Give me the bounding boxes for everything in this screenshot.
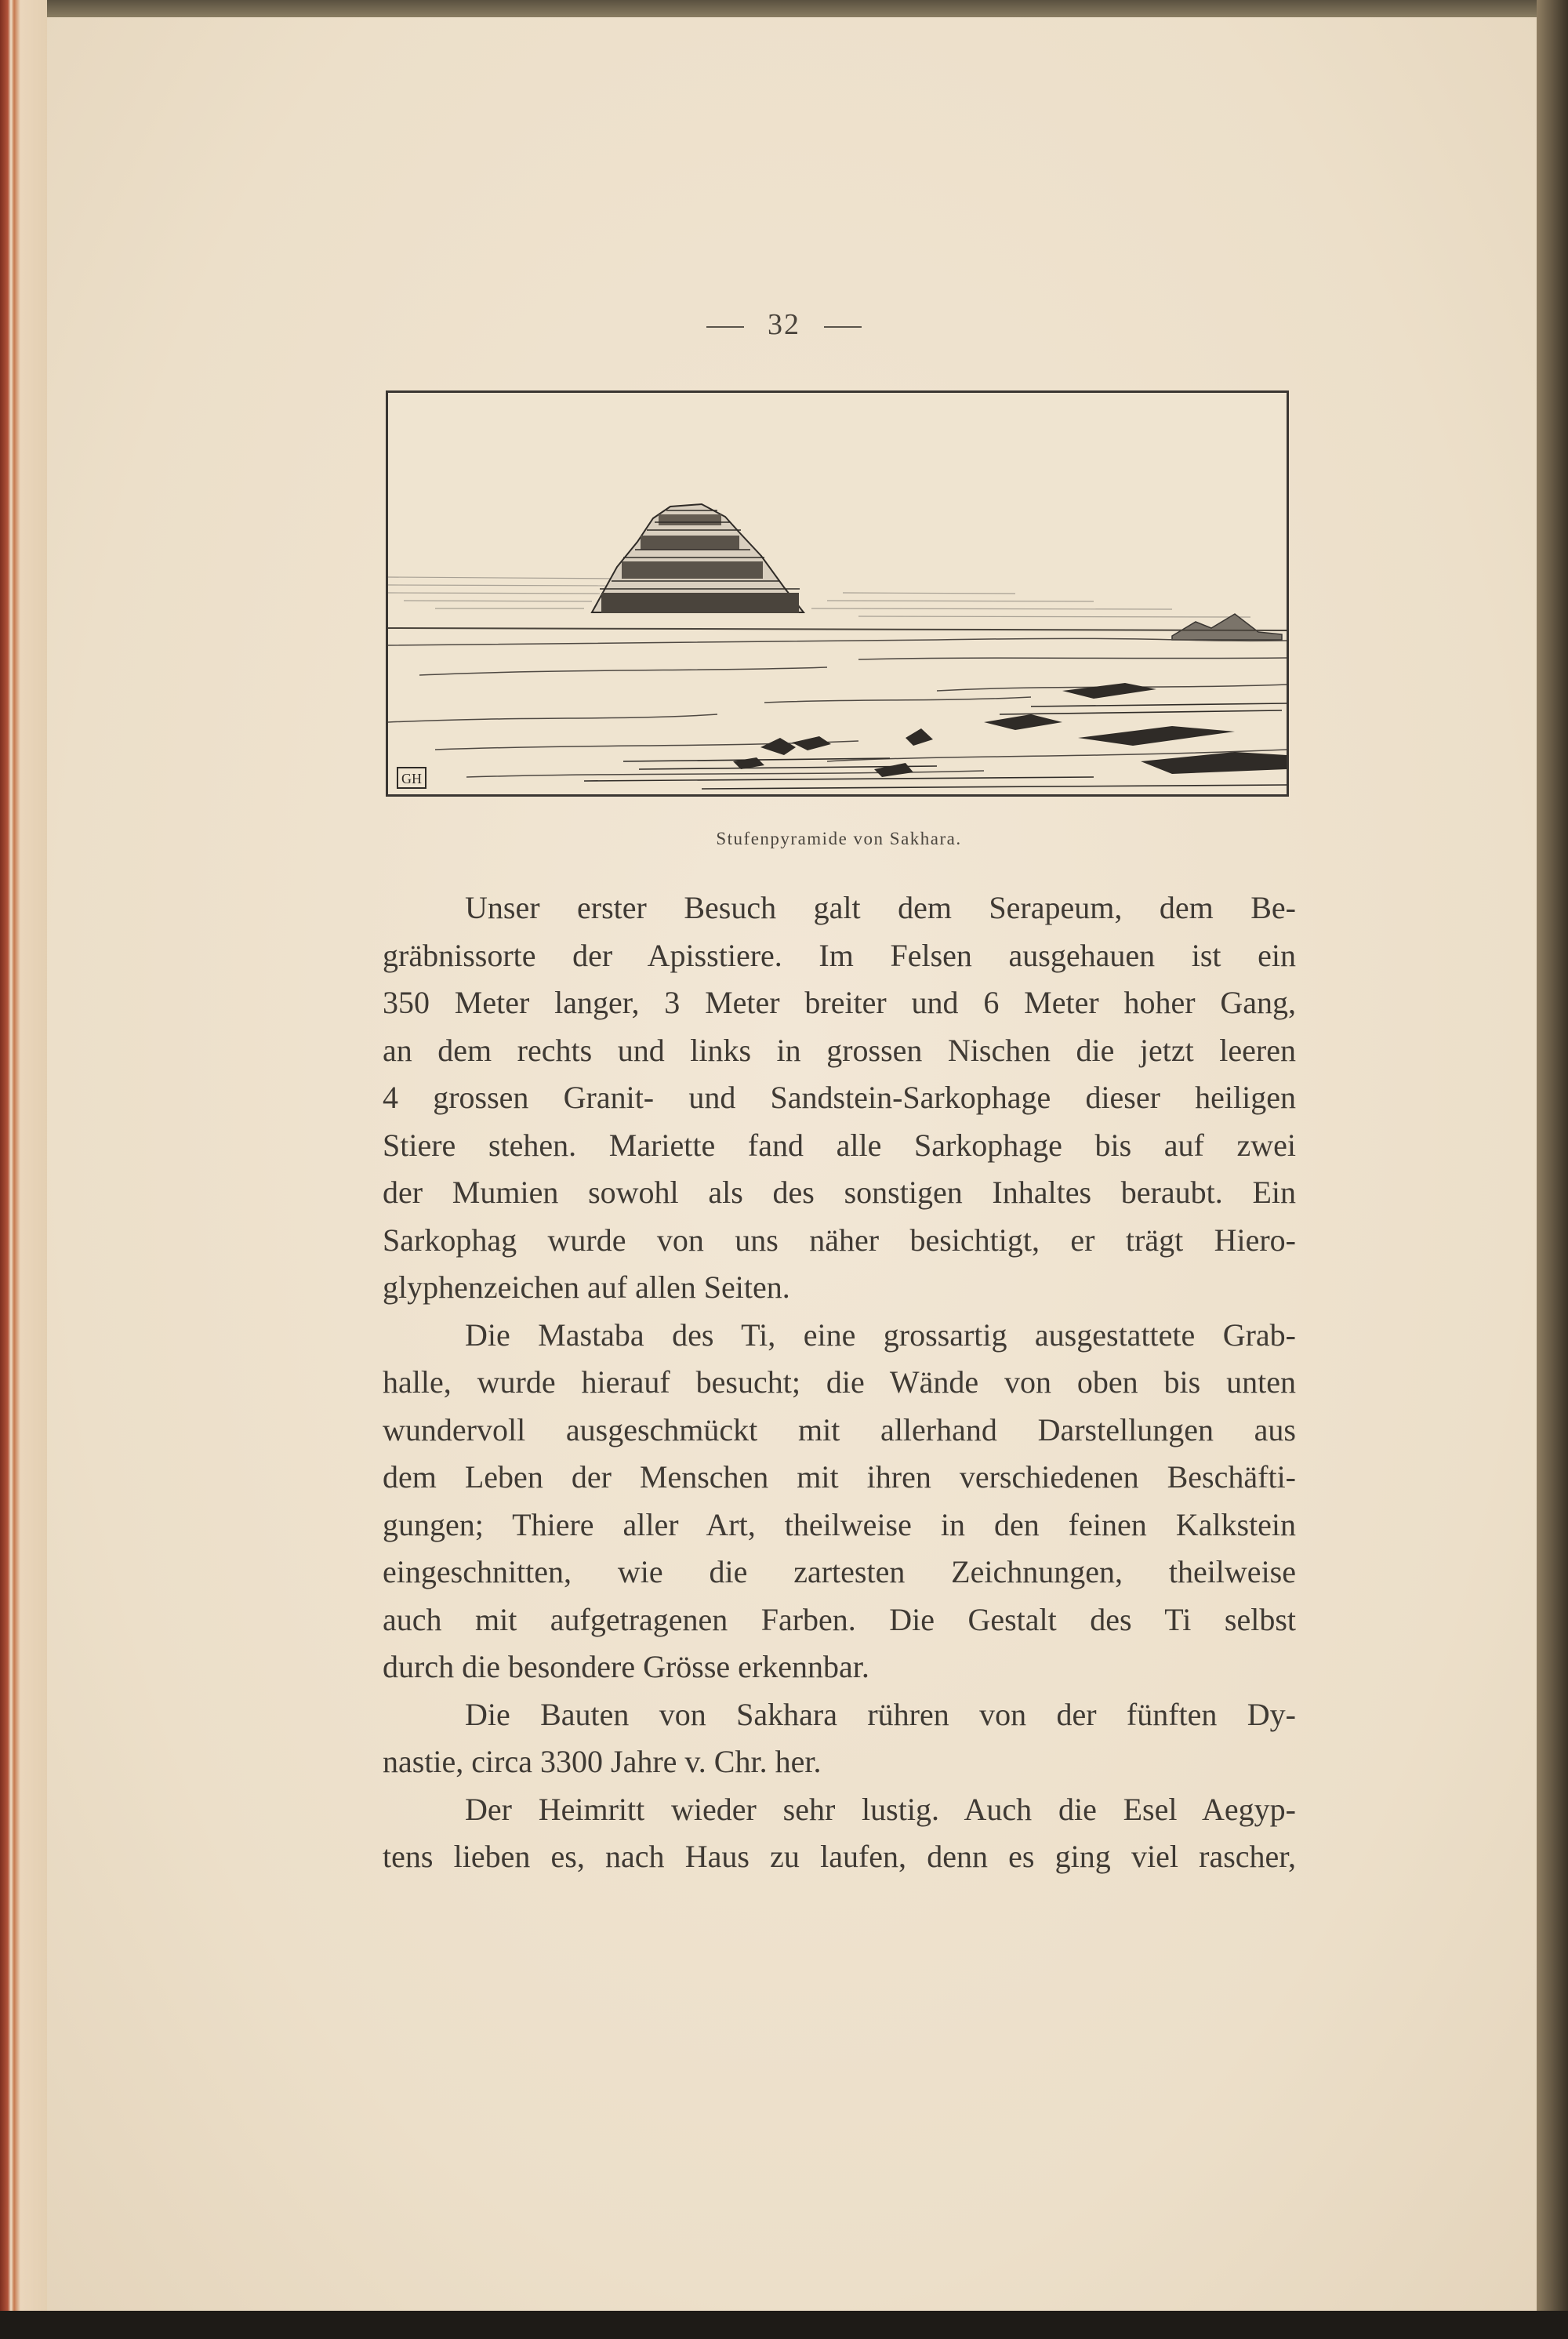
page-number-dash-right <box>824 326 862 328</box>
text-line: 350 Meter langer, 3 Meter breiter und 6 Meter hoher Gang, <box>383 985 1296 1020</box>
text-line: wundervoll ausgeschmückt mit allerhand Darstellungen aus <box>383 1411 1296 1447</box>
desert-ground <box>388 638 1287 777</box>
page-number-text: 32 <box>768 308 800 341</box>
text-line: Die Bauten von Sakhara rühren von der fünften Dy- <box>465 1696 1296 1732</box>
text-line: Unser erster Besuch galt dem Serapeum, dem Be- <box>465 890 1296 925</box>
paragraph-bauten <box>383 1691 1296 1786</box>
body-text <box>383 884 1296 1881</box>
distant-pyramids <box>1172 614 1282 640</box>
paragraph-heimritt <box>383 1786 1296 1881</box>
pyramid-illustration <box>386 390 1289 797</box>
sky-hatching <box>388 577 1250 617</box>
page-number-dash-left <box>706 326 744 328</box>
text-line: durch die besondere Grösse erkennbar. <box>383 1649 869 1684</box>
paragraph-mastaba <box>383 1312 1296 1691</box>
text-line: nastie, circa 3300 Jahre v. Chr. her. <box>383 1744 822 1779</box>
text-line: tens lieben es, nach Haus zu laufen, denn es ging viel rascher, <box>383 1839 1296 1874</box>
figure-caption: Stufenpyramide von Sakhara. <box>716 829 962 848</box>
text-line: Stiere stehen. Mariette fand alle Sarkophage bis auf zwei <box>383 1127 1296 1163</box>
book-top-edge <box>0 0 1568 17</box>
text-line: Sarkophag wurde von uns näher besichtigt, er trägt Hiero- <box>383 1222 1296 1258</box>
text-line: gungen; Thiere aller Art, theilweise in den feinen Kalkstein <box>383 1506 1296 1542</box>
horizon-line <box>388 628 1287 630</box>
page-number <box>0 307 1568 342</box>
text-line: der Mumien sowohl als des sonstigen Inhaltes beraubt. Ein <box>383 1175 1296 1210</box>
text-line: gräbnissorte der Apisstiere. Im Felsen ausgehauen ist ein <box>383 937 1296 973</box>
text-line: eingeschnitten, wie die zartesten Zeichnungen, theilweise <box>383 1554 1296 1589</box>
engraver-monogram <box>397 768 426 788</box>
step-pyramid-engraving <box>388 393 1287 794</box>
monogram-text: GH <box>401 771 422 786</box>
book-fore-edge <box>1537 0 1568 2339</box>
text-line: 4 grossen Granit- und Sandstein-Sarkophage dieser heiligen <box>383 1080 1296 1115</box>
paragraph-serapeum <box>383 884 1296 1312</box>
text-line: halle, wurde hierauf besucht; die Wände von oben bis unten <box>383 1364 1296 1400</box>
text-line: glyphenzeichen auf allen Seiten. <box>383 1269 790 1305</box>
book-bottom-edge <box>0 2311 1568 2339</box>
rocks-debris <box>733 683 1287 777</box>
text-line: auch mit aufgetragenen Farben. Die Gestalt des Ti selbst <box>383 1601 1296 1637</box>
step-pyramid <box>592 504 804 613</box>
text-line: Der Heimritt wieder sehr lustig. Auch die Esel Aegyp- <box>465 1791 1296 1827</box>
text-line: an dem rechts und links in grossen Nischen die jetzt leeren <box>383 1032 1296 1068</box>
text-line: Die Mastaba des Ti, eine grossartig ausgestattete Grab- <box>465 1317 1296 1353</box>
book-gutter-edge <box>0 0 47 2339</box>
text-line: dem Leben der Menschen mit ihren verschiedenen Beschäfti- <box>383 1459 1296 1495</box>
